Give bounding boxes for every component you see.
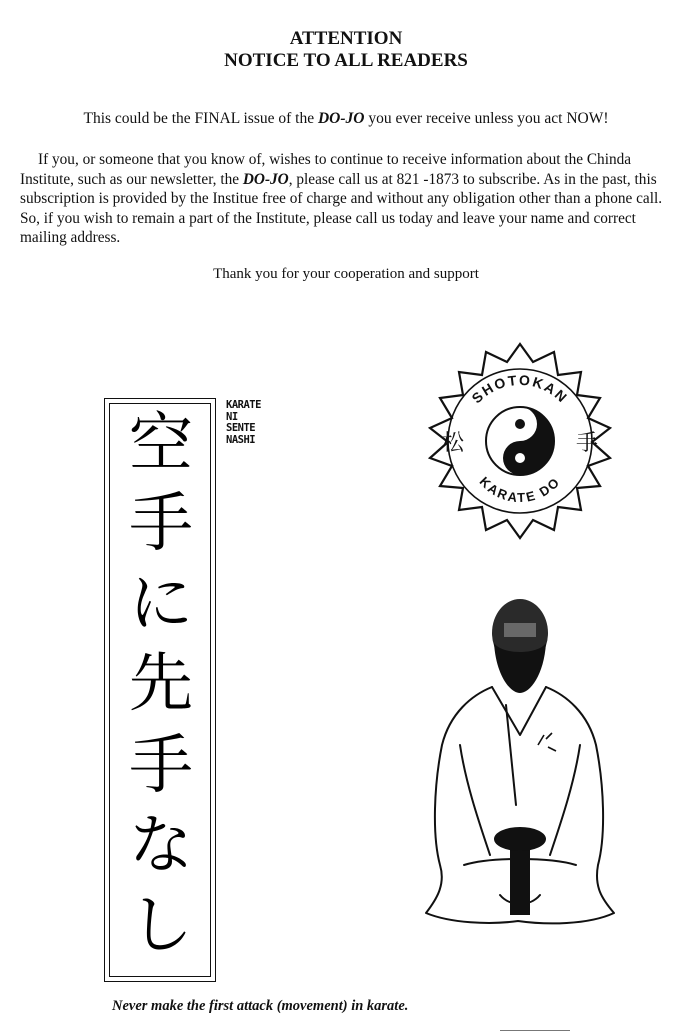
roman-line-3: SENTE [226, 422, 256, 434]
romanization [226, 400, 261, 446]
svg-text:SHOTOKAN [469, 372, 572, 407]
svg-text:KARATE DO [477, 474, 564, 505]
thanks-line: Thank you for your cooperation and support [213, 266, 479, 282]
body-emphasis: DO-JO [242, 170, 289, 188]
calligraphy-char-3: に [129, 567, 193, 641]
calligraphy-char-5: 手 [129, 729, 193, 803]
calligraphy-char-4: 先 [129, 647, 193, 721]
calligraphy-char-6: な [129, 809, 193, 883]
roman-line-1: KARATE [226, 399, 261, 411]
hands-and-belt [494, 827, 546, 915]
kneeling-karate-master-illustration [420, 595, 620, 940]
logo-right-glyph: 手 [576, 431, 599, 456]
lead-emphasis: DO-JO [317, 110, 365, 127]
head [492, 599, 548, 693]
yin-yang-icon [486, 407, 554, 475]
title-notice: NOTICE TO ALL READERS [224, 50, 468, 71]
calligraphy-char-2: 手 [129, 487, 193, 561]
roman-line-4: NASHI [226, 433, 256, 446]
body-paragraph [20, 150, 672, 248]
title-attention: ATTENTION [289, 28, 403, 49]
logo-bottom-text: KARATE DO [476, 473, 564, 506]
shotokan-logo [420, 340, 620, 540]
caption: Never make the first attack (movement) in karate. [112, 998, 409, 1014]
body-text-1: If you, or someone that you know of, wishes to continue to receive information about the Chinda Institute, such as our newsletter, the [20, 151, 632, 188]
body-text-2: , please call us at 821 -1873 to subscribe. As in the past, this subscription is provided by the Institue free of charge and without any obligation other than a phone call. So, if you wish to remain a part of the Institute, please call us today and leave your name and correct mailing address. [20, 170, 663, 246]
lead-before: This could be the FINAL issue of the [83, 110, 318, 127]
calligraphy-char-1: 空 [129, 407, 193, 481]
lead-sentence [0, 110, 692, 128]
roman-line-2: NI [226, 410, 238, 423]
calligraphy-scroll [104, 398, 216, 982]
footer-rule [500, 1030, 570, 1031]
lead-after: you ever receive unless you act NOW! [364, 110, 609, 127]
scroll-inner-border [109, 403, 211, 977]
logo-left-glyph: 松 [442, 431, 465, 456]
logo-top-text: SHOTOKAN [468, 371, 572, 407]
calligraphy-char-7: し [129, 889, 193, 963]
